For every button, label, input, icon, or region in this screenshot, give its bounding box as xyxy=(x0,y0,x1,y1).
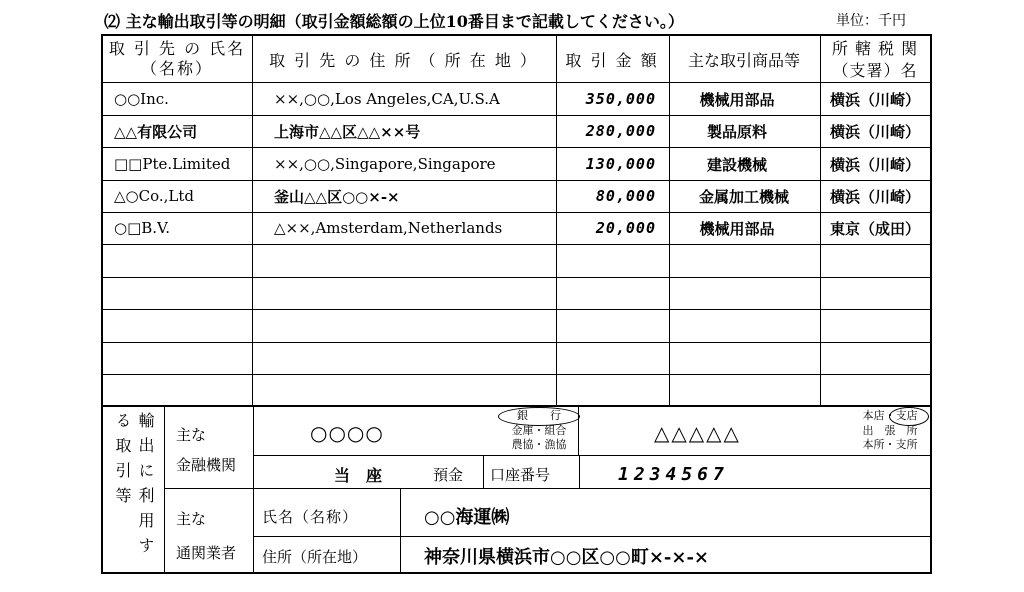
col-header-name: 取 引 先 の 氏名（名称） xyxy=(108,39,246,78)
row-customs: 横浜（川崎） xyxy=(829,90,920,109)
col-header-customs-sub: （支署）名 xyxy=(832,61,918,80)
col-header-address: 取 引 先 の 住 所 （ 所 在 地 ） xyxy=(269,50,538,70)
row-name: ○□B.V. xyxy=(114,219,171,237)
broker-label-1: 主な xyxy=(176,509,207,528)
row-address: △××,Amsterdam,Netherlands xyxy=(274,219,503,237)
bank-type-union: 金庫・組合 xyxy=(511,424,567,437)
row-customs: 横浜（川崎） xyxy=(829,122,920,141)
col-header-amount: 取 引 金 額 xyxy=(565,50,659,70)
row-amount: 20,000 xyxy=(595,219,656,237)
bank-label-2: 金融機関 xyxy=(176,455,237,474)
branch-type-main: 本店・支店 xyxy=(862,409,918,422)
row-goods: 製品原料 xyxy=(706,122,767,141)
row-name: △○Co.,Ltd xyxy=(114,187,194,205)
broker-name: ○○海運㈱ xyxy=(424,507,510,528)
row-goods: 金属加工機械 xyxy=(698,187,789,206)
broker-address-label: 住所（所在地） xyxy=(262,547,368,566)
row-goods: 建設機械 xyxy=(706,155,767,174)
account-number: 1234567 xyxy=(618,463,729,485)
row-name: △△有限公司 xyxy=(114,122,198,141)
bank-type-agri: 農協・漁協 xyxy=(511,438,567,451)
bank-label-1: 主な xyxy=(176,425,207,444)
row-customs: 横浜（川崎） xyxy=(829,155,920,174)
col-header-customs: 所 轄 税 関 xyxy=(831,39,919,58)
row-name: ○○Inc. xyxy=(114,90,169,108)
row-amount: 130,000 xyxy=(585,155,656,173)
row-address: ××,○○,Los Angeles,CA,U.S.A xyxy=(274,90,500,108)
col-header-goods: 主な取引商品等 xyxy=(687,50,800,70)
row-customs: 東京（成田） xyxy=(829,219,920,238)
row-goods: 機械用部品 xyxy=(699,90,775,109)
deposit-label: 預金 xyxy=(433,465,464,484)
row-amount: 350,000 xyxy=(585,90,656,108)
bank-name: ○○○○ xyxy=(310,421,384,445)
row-amount: 280,000 xyxy=(585,122,656,140)
broker-name-label: 氏名（名称） xyxy=(262,507,359,526)
section-title: ⑵ 主な輸出取引等の明細（取引金額総額の上位10番目まで記載してください。） xyxy=(104,12,684,31)
broker-address: 神奈川県横浜市○○区○○町×-×-× xyxy=(424,547,710,568)
account-number-label: 口座番号 xyxy=(490,465,551,484)
row-name: □□Pte.Limited xyxy=(114,155,231,173)
side-label: 輸出に利用する取引等 xyxy=(113,412,155,562)
row-address: 上海市△△区△△××号 xyxy=(274,122,421,141)
branch-type-sub: 本所・支所 xyxy=(862,438,918,451)
export-transactions-form xyxy=(101,34,932,574)
row-address: 釜山△△区○○×-× xyxy=(274,187,400,206)
row-customs: 横浜（川崎） xyxy=(829,187,920,206)
row-goods: 機械用部品 xyxy=(699,219,775,238)
deposit-kind: 当 座 xyxy=(334,465,383,485)
unit-label: 単位：千円 xyxy=(836,13,906,29)
broker-label-2: 通関業者 xyxy=(176,543,237,562)
branch-type-office: 出 張 所 xyxy=(862,424,918,437)
row-amount: 80,000 xyxy=(595,187,656,205)
bank-type-bank: 銀 行 xyxy=(517,409,561,422)
branch-name: △△△△△ xyxy=(654,421,741,445)
row-address: ××,○○,Singapore,Singapore xyxy=(274,155,496,173)
